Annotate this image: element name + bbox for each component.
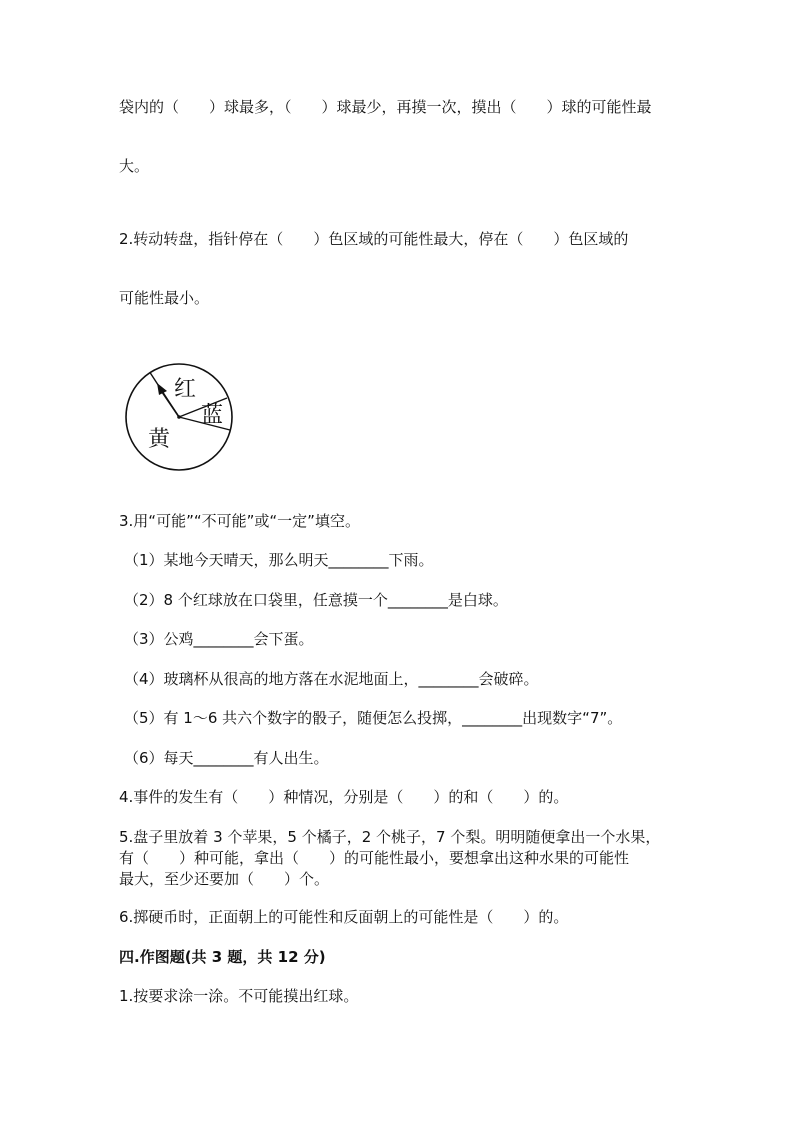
q1-line-1: 袋内的（ ）球最多，（ ）球最少，再摸一次，摸出（ ）球的可能性最 [119, 98, 652, 116]
q1-line-2: 大。 [119, 157, 150, 175]
q3-item-5: （5）有 1～6 共六个数字的骰子，随便怎么投掷，________出现数字“7”。 [124, 709, 623, 727]
q3-item-4: （4）玻璃杯从很高的地方落在水泥地面上，________会破碎。 [124, 670, 539, 688]
q3-item-2: （2）8 个红球放在口袋里，任意摸一个________是白球。 [124, 591, 508, 609]
q3-item-3: （3）公鸡________会下蛋。 [124, 630, 314, 648]
q5-line-2: 有（ ）种可能，拿出（ ）的可能性最小，要想拿出这种水果的可能性 [119, 849, 630, 867]
label-blue: 蓝 [201, 403, 224, 428]
spinner-diagram [124, 362, 234, 472]
q5-line-3: 最大，至少还要加（ ）个。 [119, 870, 330, 888]
q2-line-2: 可能性最小。 [119, 289, 210, 307]
q5-line-1: 5.盘子里放着 3 个苹果，5 个橘子，2 个桃子，7 个梨。明明随便拿出一个水果， [119, 828, 661, 846]
spinner-center [177, 415, 181, 419]
section4-q1: 1.按要求涂一涂。不可能摸出红球。 [119, 987, 359, 1005]
label-red: 红 [174, 377, 197, 402]
q3-item-6: （6）每天________有人出生。 [124, 749, 329, 767]
q4-line: 4.事件的发生有（ ）种情况，分别是（ ）的和（ ）的。 [119, 788, 569, 806]
q3-item-1: （1）某地今天晴天，那么明天________下雨。 [124, 551, 434, 569]
label-yellow: 黄 [148, 427, 171, 452]
q3-title: 3.用“可能”“不可能”或“一定”填空。 [119, 512, 360, 530]
q2-line-1: 2.转动转盘，指针停在（ ）色区域的可能性最大，停在（ ）色区域的 [119, 230, 629, 248]
q6-line: 6.掷硬币时，正面朝上的可能性和反面朝上的可能性是（ ）的。 [119, 908, 569, 926]
section-title: 四.作图题(共 3 题，共 12 分) [119, 948, 326, 966]
pointer-arrowhead [157, 383, 167, 395]
